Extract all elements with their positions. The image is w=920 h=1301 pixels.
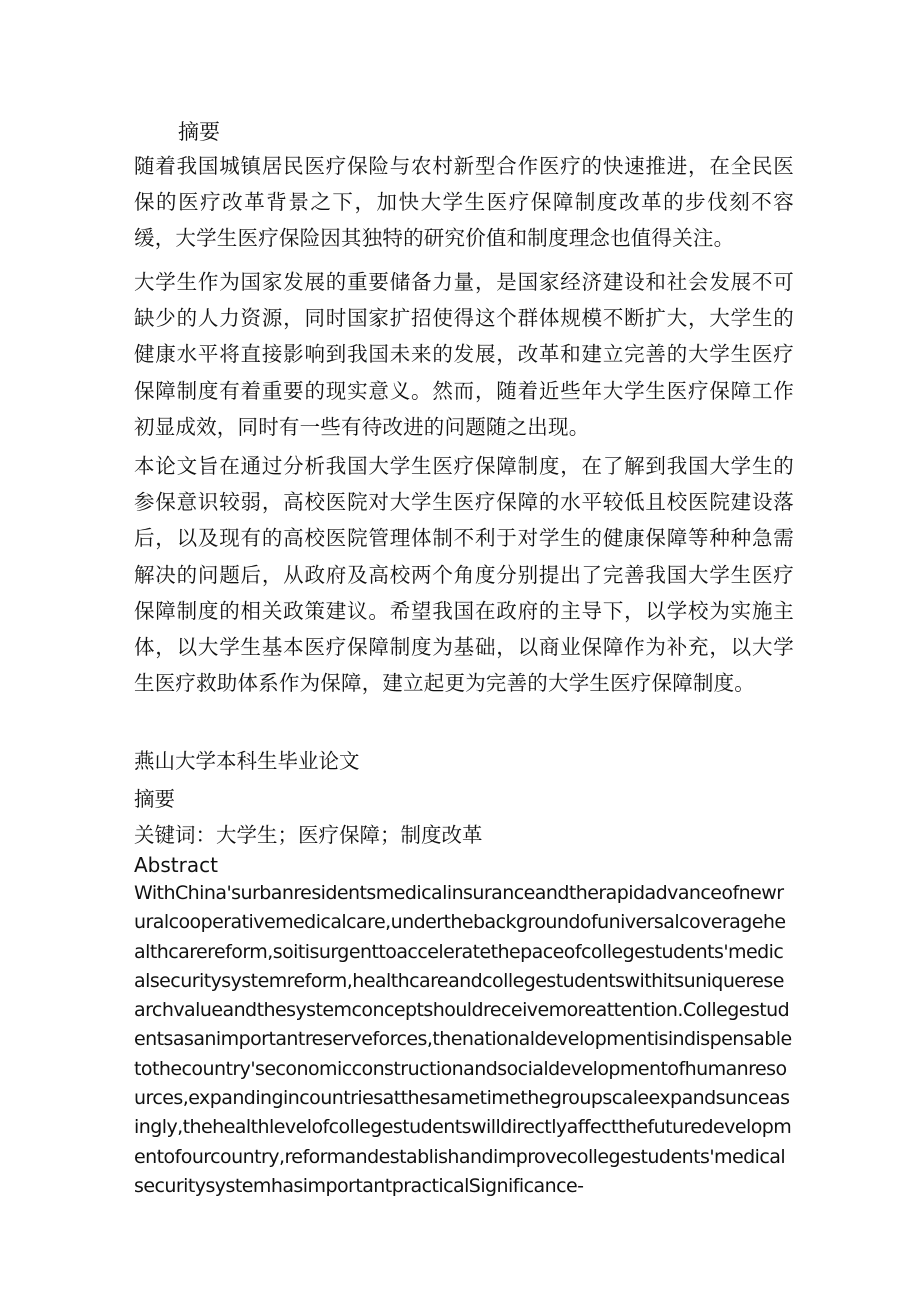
paragraph-cn-1: 随着我国城镇居民医疗保险与农村新型合作医疗的快速推进，在全民医保的医疗改革背景之下，加快大学生医疗保障制度改革的步伐刻不容缓，大学生医疗保险因其独特的研究价值和制度理念也值得关注。 <box>134 154 794 251</box>
abstract-heading-cn: 摘要 <box>178 120 220 144</box>
paragraph-cn-3: 本论文旨在通过分析我国大学生医疗保障制度，在了解到我国大学生的参保意识较弱，高校医院对大学生医疗保障的水平较低且校医院建设落后，以及现有的高校医院管理体制不利于对学生的健康保障等种种急需解决的问题后，从政府及高校两个角度分别提出了完善我国大学生医疗保障制度的相关政策建议。希望我国在政府的主导下，以学校为实施主体，以大学生基本医疗保障制度为基础，以商业保障作为补充，以大学生医疗救助体系作为保障，建立起更为完善的大学生医疗保障制度。 <box>134 454 794 696</box>
abstract-heading-cn-2: 摘要 <box>134 787 175 811</box>
keywords-line: 关键词：大学生；医疗保障；制度改革 <box>134 823 483 847</box>
abstract-heading-en: Abstract <box>134 853 218 877</box>
school-line: 燕山大学本科生毕业论文 <box>134 749 360 773</box>
paragraph-en: WithChina'surbanresidentsmedicalinsuranceandtherapidadvanceofnewruralcooperativemedicalcare,underthebackgroundofuniversalcoveragehealthcarereform,soitisurgenttoacceleratethepaceofcollegestudents'medicalsecuritysystemreform,healthcareandcollegestudentswithitsuniqueresearchvalueandthesystemconceptshouldreceivemoreattention.Collegestudentsasanimportantreserveforces,thenationaldevelopmentisindispensabletothecountry'seconomicconstructionandsocialdevelopmentofhumanresources,expandingincountriesatthesametimethegroupscaleexpandsunceasingly,thehealthlevelofcollegestudentswilldirectlyaffectthefuturedevelopmentofourcountry,reformandestablishandimprovecollegestudents'medicalsecuritysystemhasimportantpracticalSignificance- <box>134 882 792 1197</box>
paragraph-cn-2: 大学生作为国家发展的重要储备力量，是国家经济建设和社会发展不可缺少的人力资源，同时国家扩招使得这个群体规模不断扩大，大学生的健康水平将直接影响到我国未来的发展，改革和建立完善的大学生医疗保障制度有着重要的现实意义。然而，随着近些年大学生医疗保障工作初显成效，同时有一些有待改进的问题随之出现。 <box>134 270 794 439</box>
